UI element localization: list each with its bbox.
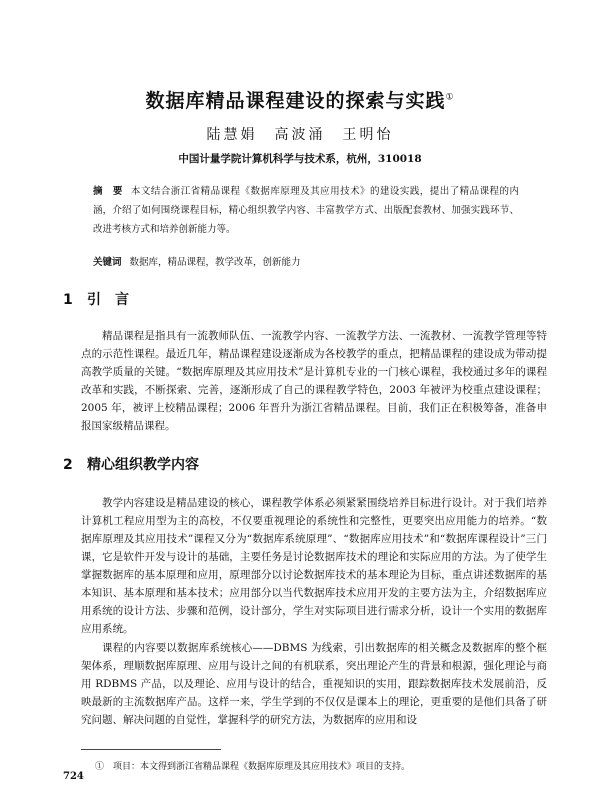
keywords-text: 数据库，精品课程，教学改革，创新能力: [129, 257, 301, 268]
section-heading-content: [63, 454, 199, 474]
paragraph: 教学内容建设是精品建设的核心，课程教学体系必须紧紧围绕培养目标进行设计。对于我们培养计算机工程应用型为主的高校，不仅要重视理论的系统性和完整性，更要突出应用能力的培养。“数据库原理及其应用技术”课程又分为“数据库系统原理”、“数据库应用技术”和“数据库课程设计”三门课，它是软件开发与设计的基础，主要任务是讨论数据库技术的理论和实际应用的方法。为了使学生掌握数据库的基本原理和应用，原理部分以讨论数据库技术的基本理论为目标，重点讲述数据库的基本知识、基本原理和基本技术；应用部分以当代数据库技术应用开发的主要方法为主，介绍数据库应用系统的设计方法、步骤和范例，设计部分，学生对实际项目进行需求分析，设计一个实用的数据库应用系统。: [81, 497, 547, 635]
keywords-label: 关键词: [93, 257, 122, 268]
abstract: [93, 182, 519, 239]
abstract-text: 本文结合浙江省精品课程《数据库原理及其应用技术》的建设实践，提出了精品课程的内涵，介绍了如何围绕课程目标，精心组织教学内容、丰富教学方式、出版配套教材、加强实践环节、改进考核方式和培养创新能力等。: [93, 186, 519, 235]
section-title: 引 言: [87, 292, 129, 308]
section-title: 精心组织教学内容: [87, 457, 199, 473]
section-heading-introduction: [63, 289, 129, 309]
paper-title: [0, 86, 600, 113]
section-number: 1: [63, 292, 73, 308]
page-number: 724: [63, 771, 84, 782]
paper-title-text: 数据库精品课程建设的探索与实践: [145, 90, 446, 112]
footnote-divider: [81, 749, 221, 750]
abstract-label: 摘 要: [93, 186, 123, 197]
paragraph: 课程的内容要以数据库系统核心——DBMS 为线索，引出数据库的相关概念及数据库的整个框架体系，理顺数据库原理、应用与设计之间的有机联系，突出理论产生的背景和根源，强化理论与商用 RDBMS 产品，以及理论、应用与设计的结合，重视知识的实用，跟踪数据库技术发展前沿，反映最新的主流数据库产品。这样一来，学生学到的不仅仅是课本上的理论，更重要的是他们具备了研究问题、解决问题的自觉性，掌握科学的研究方法，为数据库的应用和设: [81, 642, 547, 726]
affiliation: 中国计量学院计算机科学与技术系，杭州，310018: [178, 153, 422, 165]
keywords: [93, 254, 519, 268]
paragraph: 精品课程是指具有一流教师队伍、一流教学内容、一流教学方法、一流教材、一流教学管理等特点的示范性课程。最近几年，精品课程建设逐渐成为各校教学的重点，把精品课程的建设成为带动提高教学质量的关键。“数据库原理及其应用技术”是计算机专业的一门核心课程，我校通过多年的课程改革和实践，不断探索、完善，逐渐形成了自己的课程教学特色，2003 年被评为校重点建设课程；2005 年，被评上校精品课程；2006 年晋升为浙江省精品课程。目前，我们正在积极筹备，准备申报国家级精品课程。: [81, 330, 547, 432]
title-footnote-marker: ①: [445, 92, 455, 103]
section-number: 2: [63, 457, 73, 473]
footnote: ① 项目：本文得到浙江省精品课程《数据库原理及其应用技术》项目的支持。: [95, 762, 411, 772]
author-list: 陆慧娟 高波涌 王明怡: [206, 127, 394, 143]
